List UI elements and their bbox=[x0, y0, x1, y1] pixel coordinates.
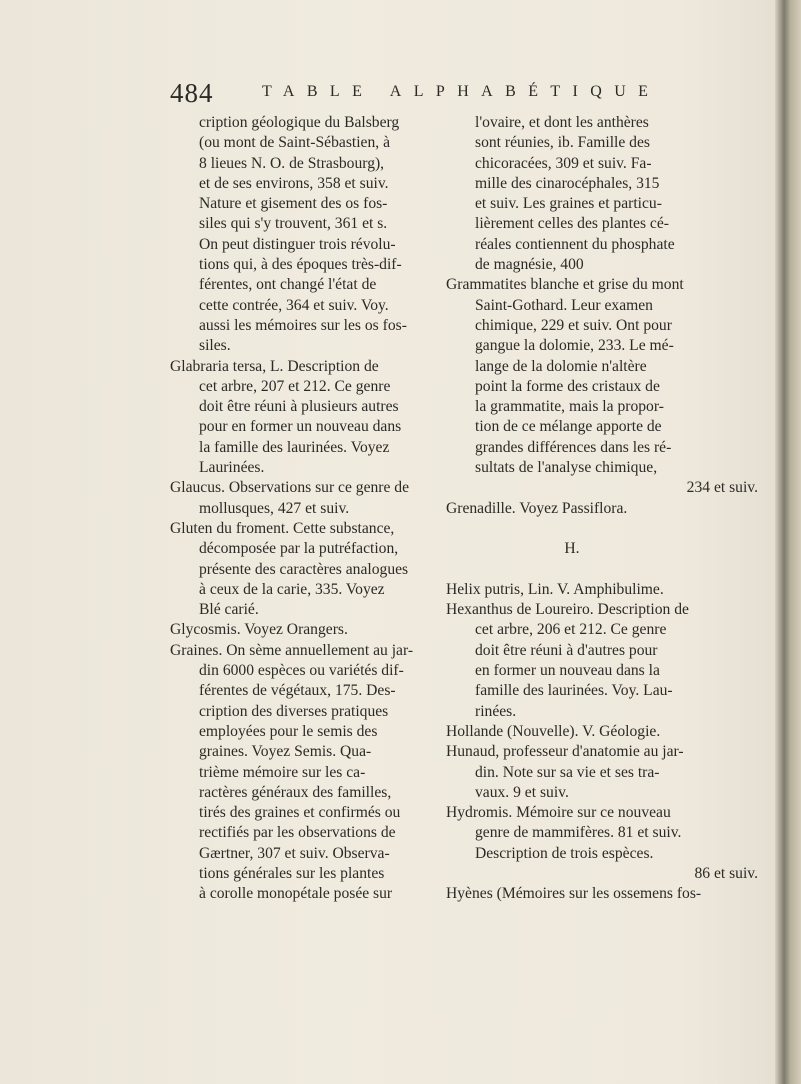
index-line: vaux. 9 et suiv. bbox=[475, 783, 569, 801]
index-line: chicoracées, 309 et suiv. Fa- bbox=[475, 154, 652, 172]
index-line: cet arbre, 206 et 212. Ce genre bbox=[475, 621, 667, 639]
index-line: siles qui s'y trouvent, 361 et s. bbox=[199, 215, 388, 233]
section-letter: H. bbox=[564, 540, 580, 558]
index-line: graines. Voyez Semis. Qua- bbox=[199, 743, 372, 761]
index-line: Nature et gisement des os fos- bbox=[199, 195, 388, 213]
index-line: pour en former un nouveau dans bbox=[199, 418, 402, 436]
index-line: On peut distinguer trois révolu- bbox=[199, 235, 396, 253]
index-line: présente des caractères analogues bbox=[199, 560, 409, 578]
index-line: et de ses environs, 358 et suiv. bbox=[199, 174, 389, 192]
index-line: mollusques, 427 et suiv. bbox=[199, 499, 350, 517]
index-entry-line: Hydromis. Mémoire sur ce nouveau bbox=[446, 804, 671, 822]
index-line: tions générales sur les plantes bbox=[199, 864, 385, 882]
index-entry-line: Glaucus. Observations sur ce genre de bbox=[170, 479, 410, 497]
index-line: aussi les mémoires sur les os fos- bbox=[199, 316, 407, 334]
index-line: cription géologique du Balsberg bbox=[199, 114, 400, 131]
index-line: siles. bbox=[199, 337, 231, 355]
index-line: 8 lieues N. O. de Strasbourg), bbox=[199, 154, 385, 172]
index-entry-line: Grammatites blanche et grise du mont bbox=[446, 276, 684, 294]
index-entry-line: Hunaud, professeur d'anatomie au jar- bbox=[446, 743, 684, 761]
index-entry-line: Hexanthus de Loureiro. Description de bbox=[446, 601, 689, 619]
index-line: ractères généraux des familles, bbox=[199, 783, 392, 801]
index-line: férentes de végétaux, 175. Des- bbox=[199, 682, 396, 700]
index-column-left bbox=[170, 113, 478, 905]
index-line: et suiv. Les graines et particu- bbox=[475, 195, 662, 213]
index-line: 86 et suiv. bbox=[694, 864, 758, 882]
index-line bbox=[446, 560, 758, 580]
index-line: sultats de l'analyse chimique, bbox=[475, 459, 658, 477]
index-line: chimique, 229 et suiv. Ont pour bbox=[475, 316, 672, 334]
index-line: rectifiés par les observations de bbox=[199, 824, 396, 842]
index-line: en former un nouveau dans la bbox=[475, 662, 660, 680]
index-line: famille des laurinées. Voy. Lau- bbox=[475, 682, 673, 700]
index-line: gangue la dolomie, 233. Le mé- bbox=[475, 337, 674, 355]
index-line: sont réunies, ib. Famille des bbox=[475, 134, 650, 152]
index-line: din 6000 espèces ou variétés dif- bbox=[199, 662, 404, 680]
index-line: Saint-Gothard. Leur examen bbox=[475, 296, 653, 314]
index-line: décomposée par la putréfaction, bbox=[199, 540, 399, 558]
index-line: cette contrée, 364 et suiv. Voy. bbox=[199, 296, 389, 314]
index-entry-line: Gluten du froment. Cette substance, bbox=[170, 519, 395, 537]
index-line: à corolle monopétale posée sur bbox=[199, 885, 393, 903]
index-line: tirés des graines et confirmés ou bbox=[199, 804, 401, 822]
index-line: genre de mammifères. 81 et suiv. bbox=[475, 824, 682, 842]
index-column-right bbox=[446, 113, 758, 905]
index-line: rinées. bbox=[475, 702, 517, 720]
index-line: trième mémoire sur les ca- bbox=[199, 763, 366, 781]
index-line: tion de ce mélange apporte de bbox=[475, 418, 662, 436]
index-line: doit être réuni à d'autres pour bbox=[475, 641, 658, 659]
index-line: Description de trois espèces. bbox=[475, 844, 654, 862]
index-line: férentes, ont changé l'état de bbox=[199, 276, 377, 294]
index-line: la famille des laurinées. Voyez bbox=[199, 438, 390, 456]
index-line bbox=[446, 519, 758, 539]
index-entry-line: Hollande (Nouvelle). V. Géologie. bbox=[446, 722, 661, 740]
index-line: tions qui, à des époques très-dif- bbox=[199, 256, 402, 274]
index-entry-line: Grenadille. Voyez Passiflora. bbox=[446, 499, 628, 517]
index-line: din. Note sur sa vie et ses tra- bbox=[475, 763, 660, 781]
index-line: mille des cinarocéphales, 315 bbox=[475, 174, 660, 192]
index-entry-line: Glabraria tersa, L. Description de bbox=[170, 357, 379, 375]
index-line: grandes différences dans les ré- bbox=[475, 438, 672, 456]
index-line: 234 et suiv. bbox=[686, 479, 758, 497]
index-line: (ou mont de Saint-Sébastien, à bbox=[199, 134, 390, 152]
index-line: point la forme des cristaux de bbox=[475, 377, 660, 395]
index-line: doit être réuni à plusieurs autres bbox=[199, 398, 399, 416]
running-title: TABLE ALPHABÉTIQUE bbox=[262, 83, 661, 100]
index-entry-line: Graines. On sème annuellement au jar- bbox=[170, 641, 414, 659]
index-entry-line: Glycosmis. Voyez Orangers. bbox=[170, 621, 348, 639]
index-line: réales contiennent du phosphate bbox=[475, 235, 675, 253]
index-line: cription des diverses pratiques bbox=[199, 702, 389, 720]
page-binding-edge bbox=[775, 0, 801, 1084]
index-line: Blé carié. bbox=[199, 601, 259, 619]
index-line: lièrement celles des plantes cé- bbox=[475, 215, 669, 233]
index-line: de magnésie, 400 bbox=[475, 256, 584, 274]
page-number: 484 bbox=[170, 78, 214, 108]
index-line: lange de la dolomie n'altère bbox=[475, 357, 647, 375]
index-line: employées pour le semis des bbox=[199, 722, 378, 740]
index-line: à ceux de la carie, 335. Voyez bbox=[199, 580, 385, 598]
index-entry-line: Hyènes (Mémoires sur les ossemens fos- bbox=[446, 885, 702, 903]
page-header bbox=[0, 76, 775, 116]
index-line: Laurinées. bbox=[199, 459, 265, 477]
index-line: l'ovaire, et dont les anthères bbox=[475, 114, 649, 131]
index-line: Gærtner, 307 et suiv. Observa- bbox=[199, 844, 390, 862]
index-line: cet arbre, 207 et 212. Ce genre bbox=[199, 377, 391, 395]
index-entry-line: Helix putris, Lin. V. Amphibulime. bbox=[446, 580, 664, 598]
index-line: la grammatite, mais la propor- bbox=[475, 398, 664, 416]
